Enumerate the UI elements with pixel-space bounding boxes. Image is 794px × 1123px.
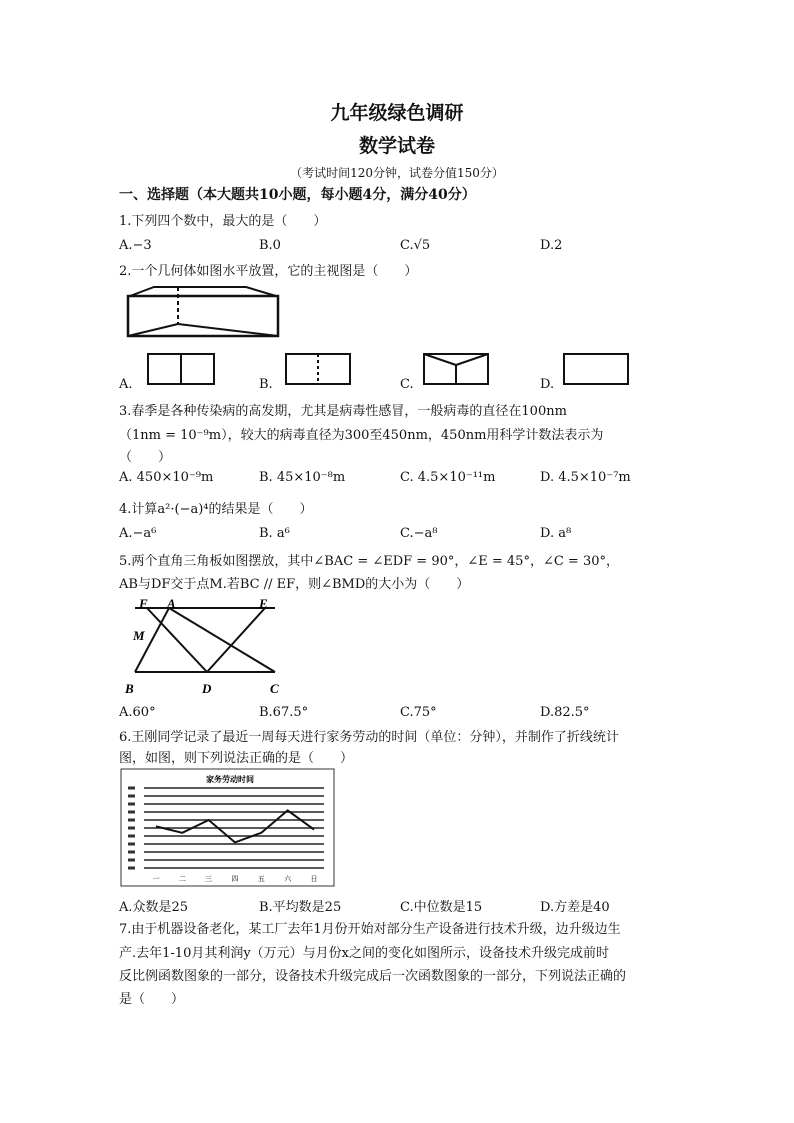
chart-y-tick: [128, 811, 135, 814]
chart-y-tick: [128, 835, 135, 838]
q2-option-b-figure: [285, 353, 351, 385]
q3-option-d: D. 4.5×10⁻⁷m: [540, 470, 631, 485]
chart-x-label: 三: [205, 875, 213, 883]
q4-option-a: A.−a⁶: [119, 526, 157, 541]
q4-option-c: C.−a⁸: [400, 526, 438, 541]
chart-y-tick: [128, 867, 135, 870]
chart-x-label: 六: [284, 875, 292, 883]
q5-triangle-figure: [125, 596, 295, 700]
q2-solid-figure: [124, 284, 284, 344]
q3-option-b: B. 45×10⁻⁸m: [259, 470, 346, 485]
chart-x-label: 四: [231, 875, 239, 883]
q4-option-d: D. a⁸: [540, 526, 572, 541]
q1-option-c: C.√5: [400, 238, 431, 253]
question-7-stem-line-3: 反比例函数图象的一部分，设备技术升级完成后一次函数图象的一部分，下列说法正确的: [119, 969, 627, 984]
question-3-stem-line-1: 3.春季是各种传染病的高发期，尤其是病毒性感冒，一般病毒的直径在100nm: [119, 404, 567, 419]
q5-option-a: A.60°: [119, 705, 156, 720]
exam-subtitle: 数学试卷: [358, 135, 435, 157]
question-5-stem-line-2: AB与DF交于点M.若BC // EF，则∠BMD的大小为（ ）: [119, 577, 470, 592]
chart-y-tick: [128, 827, 135, 830]
q1-option-a: A.−3: [119, 238, 152, 253]
q3-option-a: A. 450×10⁻⁹m: [119, 470, 214, 485]
q2-option-c-figure: [423, 353, 489, 385]
q2-option-d: D.: [540, 377, 555, 392]
q5-label-f: F: [139, 596, 148, 611]
q5-label-e: E: [259, 596, 268, 611]
question-4-stem: 4.计算a²·(−a)⁴的结果是（ ）: [119, 502, 313, 517]
q3-option-c: C. 4.5×10⁻¹¹m: [400, 470, 496, 485]
q6-option-a: A.众数是25: [119, 900, 189, 915]
exam-title: 九年级绿色调研: [330, 102, 464, 124]
q5-option-d: D.82.5°: [540, 705, 590, 720]
chart-y-tick: [128, 859, 135, 862]
q6-line-chart: [120, 768, 336, 888]
question-3-stem-line-2: （1nm = 10⁻⁹m），较大的病毒直径为300至450nm，450nm用科学计数法表示为: [119, 428, 604, 443]
q2-option-a-figure: [147, 353, 215, 385]
chart-y-tick: [128, 843, 135, 846]
q4-option-b: B. a⁶: [259, 526, 290, 541]
question-5-stem-line-1: 5.两个直角三角板如图摆放，其中∠BAC = ∠EDF = 90°，∠E = 45°，∠C = 30°，: [119, 554, 619, 569]
q2-option-b: B.: [259, 377, 273, 392]
question-3-stem-line-3: （ ）: [119, 450, 172, 465]
q5-option-c: C.75°: [400, 705, 437, 720]
q6-option-b: B.平均数是25: [259, 900, 342, 915]
question-6-stem-line-2: 图，如图，则下列说法正确的是（ ）: [119, 751, 354, 766]
question-7-stem-line-2: 产.去年1-10月其利润y（万元）与月份x之间的变化如图所示，设备技术升级完成前时: [119, 946, 610, 961]
question-2-stem: 2.一个几何体如图水平放置，它的主视图是（ ）: [119, 264, 418, 279]
chart-x-label: 二: [178, 875, 186, 883]
question-7-stem-line-1: 7.由于机器设备老化，某工厂去年1月份开始对部分生产设备进行技术升级，边升级边生: [119, 922, 621, 937]
q5-label-d: D: [202, 681, 212, 696]
q5-option-b: B.67.5°: [259, 705, 309, 720]
q5-label-c: C: [270, 681, 279, 696]
q2-option-a: A.: [119, 377, 133, 392]
chart-x-label: 日: [310, 875, 318, 883]
chart-y-tick: [128, 819, 135, 822]
question-7-stem-line-4: 是（ ）: [119, 992, 185, 1007]
q2-option-d-figure: [563, 353, 629, 385]
q1-option-d: D.2: [540, 238, 563, 253]
q1-option-b: B.0: [259, 238, 281, 253]
q5-label-b: B: [125, 681, 134, 696]
chart-y-tick: [128, 803, 135, 806]
q6-option-d: D.方差是40: [540, 900, 610, 915]
chart-y-tick: [128, 851, 135, 854]
q5-label-a: A: [167, 596, 176, 611]
chart-title: 家务劳动时间: [206, 775, 254, 784]
question-1-stem: 1.下列四个数中，最大的是（ ）: [119, 214, 327, 229]
q2-option-c: C.: [400, 377, 414, 392]
exam-info: （考试时间120分钟，试卷分值150分）: [290, 166, 504, 180]
question-6-stem-line-1: 6.王刚同学记录了最近一周每天进行家务劳动的时间（单位：分钟），并制作了折线统计: [119, 730, 619, 745]
q6-option-c: C.中位数是15: [400, 900, 483, 915]
chart-x-label: 一: [152, 875, 160, 883]
section-heading: 一、选择题（本大题共10小题，每小题4分，满分40分）: [119, 187, 476, 203]
chart-y-tick: [128, 787, 135, 790]
q5-label-m: M: [133, 628, 145, 643]
chart-x-label: 五: [257, 875, 265, 883]
chart-y-tick: [128, 795, 135, 798]
